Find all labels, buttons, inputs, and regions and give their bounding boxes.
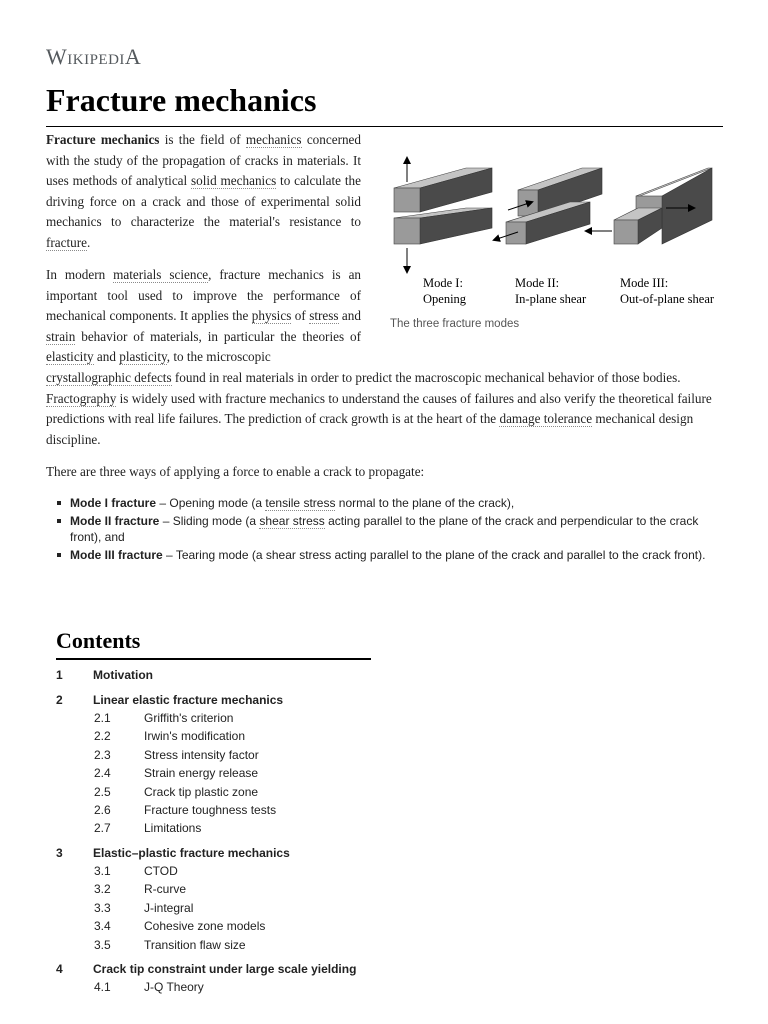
toc-subentry[interactable] xyxy=(56,917,456,935)
toc-entry[interactable] xyxy=(56,844,456,862)
toc-link[interactable]: CTOD xyxy=(144,864,178,879)
text: is the field of xyxy=(159,132,246,147)
link-plasticity[interactable]: plasticity xyxy=(119,349,167,364)
text: and xyxy=(93,349,120,364)
toc-section xyxy=(56,666,456,684)
toc-number: 2.2 xyxy=(94,729,111,744)
toc-number: 3.2 xyxy=(94,882,111,897)
toc-link[interactable]: Crack tip plastic zone xyxy=(144,784,259,799)
link-solid-mechanics[interactable]: solid mechanics xyxy=(191,173,277,188)
mode-2-specimen xyxy=(494,168,612,244)
mode-term: Mode I fracture xyxy=(70,496,157,510)
toc-subentry[interactable] xyxy=(56,709,456,727)
figure-caption: The three fracture modes xyxy=(390,318,520,330)
toc-number: 4.1 xyxy=(94,980,111,995)
text: – Opening mode (a xyxy=(156,496,266,510)
second-paragraph xyxy=(46,265,361,368)
toc-section xyxy=(56,690,456,837)
text: In modern xyxy=(46,267,114,282)
second-paragraph-continued xyxy=(46,368,726,450)
text: , to the microscopic xyxy=(166,349,271,364)
text: – Sliding mode (a xyxy=(159,514,260,528)
toc-link[interactable]: Motivation xyxy=(93,668,153,683)
link-fracture[interactable]: fracture xyxy=(46,234,87,250)
text: found in real materials in order to predict the macroscopic mechanical behavior of those bodies. xyxy=(171,370,681,385)
intro-paragraph xyxy=(46,130,361,253)
mode-1-specimen xyxy=(394,158,492,272)
toc-subentry[interactable] xyxy=(56,899,456,917)
mode-name: Mode III: xyxy=(620,276,669,290)
contents-title: Contents xyxy=(56,628,141,653)
intro-term: Fracture mechanics xyxy=(46,132,160,147)
mode-term: Mode II fracture xyxy=(70,514,160,528)
toc-link[interactable]: Griffith's criterion xyxy=(144,710,234,725)
toc-link[interactable]: Cohesive zone models xyxy=(144,919,266,934)
text: concerned with the study of the propagation of cracks in materials. It uses methods of analytical xyxy=(46,132,362,188)
toc-subentry[interactable] xyxy=(56,880,456,898)
link-crystallographic-defects[interactable]: crystallographic defects xyxy=(46,370,172,385)
toc-link[interactable]: R-curve xyxy=(144,882,187,897)
link-shear-stress[interactable]: shear stress xyxy=(259,514,325,528)
fracture-modes-list xyxy=(56,495,716,565)
toc-link[interactable]: Transition flaw size xyxy=(144,937,246,952)
link-fractography[interactable]: Fractography xyxy=(46,390,117,406)
wikipedia-logo[interactable]: WikipediA xyxy=(46,44,142,69)
table-of-contents xyxy=(56,666,456,1003)
list-item xyxy=(56,547,716,563)
text: acting parallel to the plane of the crack and perpendicular to the crack front), and xyxy=(70,514,699,544)
mode-description: In-plane shear xyxy=(515,292,587,306)
page-title: Fracture mechanics xyxy=(46,82,317,118)
title-divider xyxy=(46,126,723,127)
toc-subentry[interactable] xyxy=(56,764,456,782)
toc-subentry[interactable] xyxy=(56,819,456,837)
toc-link[interactable]: Limitations xyxy=(144,821,202,836)
toc-link[interactable]: Linear elastic fracture mechanics xyxy=(93,692,284,707)
mode-1-label xyxy=(423,275,466,307)
toc-entry[interactable] xyxy=(56,960,456,978)
toc-link[interactable]: Fracture toughness tests xyxy=(144,802,277,817)
toc-subentry[interactable] xyxy=(56,801,456,819)
toc-number: 1 xyxy=(56,668,63,683)
mode-3-label xyxy=(620,275,723,307)
toc-entry[interactable] xyxy=(56,690,456,708)
link-damage-tolerance[interactable]: damage tolerance xyxy=(499,411,593,426)
toc-number: 3.5 xyxy=(94,937,111,952)
text: normal to the plane of the crack), xyxy=(335,496,515,510)
toc-number: 3.4 xyxy=(94,919,111,934)
toc-number: 2 xyxy=(56,692,63,707)
mode-name: Mode II: xyxy=(515,276,560,290)
toc-number: 2.1 xyxy=(94,710,111,725)
toc-link[interactable]: J-Q Theory xyxy=(144,980,204,995)
toc-number: 4 xyxy=(56,962,63,977)
link-strain[interactable]: strain xyxy=(46,328,76,344)
toc-entry[interactable] xyxy=(56,666,456,684)
toc-section xyxy=(56,960,456,997)
text: is widely used with fracture mechanics to understand the causes of failures and also verify the theoretical failure predictions with real life failures. The prediction of crack growth is at the heart of the xyxy=(46,390,712,426)
toc-subentry[interactable] xyxy=(56,935,456,953)
toc-link[interactable]: J-integral xyxy=(144,900,194,915)
toc-link[interactable]: Irwin's modification xyxy=(144,729,245,744)
link-mechanics[interactable]: mechanics xyxy=(245,132,302,147)
toc-subentry[interactable] xyxy=(56,782,456,800)
toc-number: 2.5 xyxy=(94,784,111,799)
text: , fracture mechanics is an important tool used to improve the performance of mechanical components. It applies the xyxy=(46,267,362,323)
text: – Tearing mode (a shear stress acting parallel to the plane of the crack and parallel to the crack front). xyxy=(162,548,706,562)
text: behavior of materials, in particular the theories of xyxy=(75,328,361,344)
toc-subentry[interactable] xyxy=(56,978,456,996)
mode-description: Out-of-plane shear xyxy=(620,292,715,306)
toc-number: 2.4 xyxy=(94,766,111,781)
toc-subentry[interactable] xyxy=(56,727,456,745)
toc-number: 3.1 xyxy=(94,864,111,879)
link-materials-science[interactable]: materials science xyxy=(113,267,209,282)
link-stress[interactable]: stress xyxy=(309,308,339,323)
third-paragraph: There are three ways of applying a force to enable a crack to propagate: xyxy=(46,464,425,479)
mode-2-label xyxy=(515,275,586,307)
text: to calculate the driving force on a crack and those of experimental solid mechanics to characterize the material's resistance to xyxy=(46,173,361,229)
toc-link[interactable]: Crack tip constraint under large scale yielding xyxy=(93,962,357,977)
link-physics[interactable]: physics xyxy=(251,308,292,323)
text: of xyxy=(291,308,310,323)
toc-link[interactable]: Stress intensity factor xyxy=(144,747,259,762)
mode-name: Mode I: xyxy=(423,276,463,290)
toc-number: 3.3 xyxy=(94,900,111,915)
text: . xyxy=(87,234,91,250)
link-tensile-stress[interactable]: tensile stress xyxy=(265,496,336,510)
toc-subentry[interactable] xyxy=(56,862,456,880)
fracture-modes-figure[interactable] xyxy=(390,150,723,340)
toc-link[interactable]: Elastic–plastic fracture mechanics xyxy=(93,845,290,860)
mode-term: Mode III fracture xyxy=(70,548,163,562)
toc-link[interactable]: Strain energy release xyxy=(144,766,259,781)
toc-section xyxy=(56,844,456,954)
toc-number: 2.6 xyxy=(94,802,111,817)
link-elasticity[interactable]: elasticity xyxy=(46,349,94,364)
list-item xyxy=(56,513,716,545)
list-item xyxy=(56,495,716,511)
mode-3-specimen xyxy=(614,168,712,244)
text: mechanical design discipline. xyxy=(46,411,694,447)
toc-subentry[interactable] xyxy=(56,746,456,764)
text: and xyxy=(338,308,361,323)
toc-number: 2.3 xyxy=(94,747,111,762)
toc-number: 2.7 xyxy=(94,821,111,836)
mode-description: Opening xyxy=(423,292,467,306)
toc-number: 3 xyxy=(56,845,63,860)
contents-divider xyxy=(56,658,371,660)
